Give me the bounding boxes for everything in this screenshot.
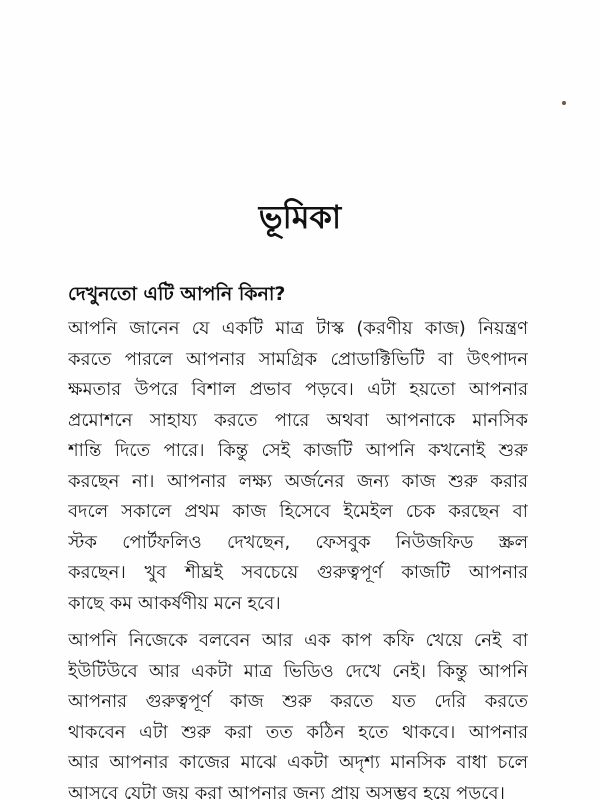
text-line: আপনার গুরুত্বপূর্ণ কাজ শুরু করতে যত দেরি করতে [68,691,528,712]
text-line: কাছে কম আকর্ষণীয় মনে হবে। [68,592,281,614]
ink-speck [562,101,566,105]
page-title: ভূমিকা [258,198,342,236]
section-heading: দেখুনতো এটি আপনি কিনা? [68,283,286,305]
text-line: প্রমোশনে সাহায্য করতে পারে অথবা আপনাকে মানসিক [68,409,528,431]
text-line: করছেন না। আপনার লক্ষ্য অর্জনের জন্য কাজ শুরু করার [68,470,528,492]
text-line: বদলে সকালে প্রথম কাজ হিসেবে ইমেইল চেক করছেন বা [68,501,528,522]
text-line: আর আপনার কাজের মাঝে একটা অদৃশ্য মানসিক বাধা চলে [68,752,528,773]
text-line: শান্তি দিতে পারে। কিন্তু সেই কাজটি আপনি কখনোই শুরু [68,440,528,461]
text-line: আপনি জানেন যে একটি মাত্র টাস্ক (করণীয় কাজ) নিয়ন্ত্রণ [68,318,528,339]
text-line: ক্ষমতার উপরে বিশাল প্রভাব পড়বে। এটা হয়তো আপনার [68,379,528,400]
text-line: আসবে যেটা জয় করা আপনার জন্য প্রায় অসম্ভব হয়ে পড়বে। [68,782,505,800]
text-line: আপনি নিজেকে বলবেন আর এক কাপ কফি খেয়ে নেই বা [68,630,528,651]
text-line: স্টক পোর্টফলিও দেখছেন, ফেসবুক নিউজফিড স্ক্রল [68,531,528,553]
text-line: করছেন। খুব শীঘ্রই সবচেয়ে গুরুত্বপূর্ণ কাজটি আপনার [68,562,528,583]
paragraph-2 [68,626,528,800]
text-line: থাকবেন এটা শুরু করা তত কঠিন হতে থাকবে। আপনার [68,721,528,743]
paragraph-1 [68,314,528,619]
text-line: ইউটিউবে আর একটা মাত্র ভিডিও দেখে নেই। কিন্তু আপনি [68,660,528,682]
text-line: করতে পারলে আপনার সামগ্রিক প্রোডাক্টিভিটি বা উৎপাদন [68,348,528,370]
